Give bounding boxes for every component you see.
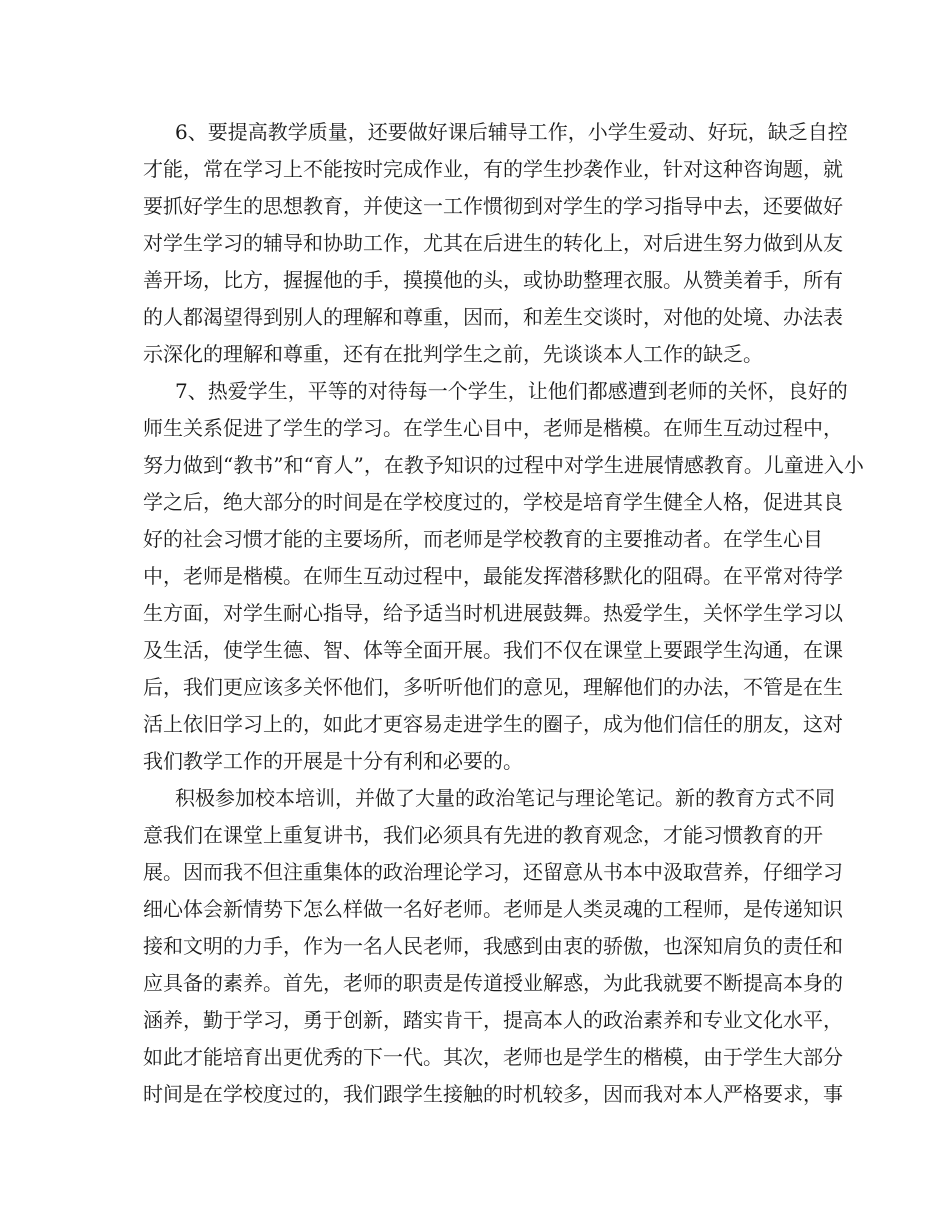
text-line: 细心体会新情势下怎么样做一名好老师。老师是人类灵魂的工程师，是传递知识: [143, 897, 843, 921]
text-line: 积极参加校本培训，并做了大量的政治笔记与理论笔记。新的教育方式不同: [175, 786, 835, 810]
text-line: 7、热爱学生，平等的对待每一个学生，让他们都感遭到老师的关怀，良好的: [175, 379, 848, 403]
text-line: 好的社会习惯才能的主要场所，而老师是学校教育的主要推动者。在学生心目: [143, 527, 823, 551]
paragraph-6: [143, 114, 848, 373]
paragraph-7: [143, 373, 864, 780]
text-line: 接和文明的力手，作为一名人民老师，我感到由衷的骄傲，也深知肩负的责任和: [143, 934, 843, 958]
text-line: 展。因而我不但注重集体的政治理论学习，还留意从书本中汲取营养，仔细学习: [143, 860, 843, 884]
text-line: 活上依旧学习上的，如此才更容易走进学生的圈子，成为他们信任的朋友，这对: [143, 712, 843, 736]
text-line: 善开场，比方，握握他的手，摸摸他的头，或协助整理衣服。从赞美着手，所有: [143, 268, 843, 292]
text-line: 我们教学工作的开展是十分有利和必要的。: [143, 749, 523, 773]
text-line: 应具备的素养。首先，老师的职责是传道授业解惑，为此我就要不断提高本身的: [143, 971, 843, 995]
text-line: 如此才能培育出更优秀的下一代。其次，老师也是学生的楷模，由于学生大部分: [143, 1045, 843, 1069]
text-line: 意我们在课堂上重复讲书，我们必须具有先进的教育观念，才能习惯教育的开: [143, 823, 823, 847]
text-line: 生方面，对学生耐心指导，给予适当时机进展鼓舞。热爱学生，关怀学生学习以: [143, 601, 843, 625]
text-line: 的人都渴望得到别人的理解和尊重，因而，和差生交谈时，对他的处境、办法表: [143, 305, 843, 329]
text-line: 及生活，使学生德、智、体等全面开展。我们不仅在课堂上要跟学生沟通，在课: [143, 638, 843, 662]
text-line: 努力做到“教书”和“育人”，在教予知识的过程中对学生进展情感教育。儿童进入小: [143, 453, 864, 477]
text-line: 中，老师是楷模。在师生互动过程中，最能发挥潜移默化的阻碍。在平常对待学: [143, 564, 843, 588]
text-line: 涵养，勤于学习，勇于创新，踏实肯干，提高本人的政治素养和专业文化水平，: [143, 1008, 843, 1032]
text-line: 师生关系促进了学生的学习。在学生心目中，老师是楷模。在师生互动过程中，: [143, 416, 843, 440]
text-line: 对学生学习的辅导和协助工作，尤其在后进生的转化上，对后进生努力做到从友: [143, 231, 843, 255]
text-line: 6、要提高教学质量，还要做好课后辅导工作，小学生爱动、好玩，缺乏自控: [175, 120, 848, 144]
text-line: 要抓好学生的思想教育，并使这一工作惯彻到对学生的学习指导中去，还要做好: [143, 194, 843, 218]
text-line: 学之后，绝大部分的时间是在学校度过的，学校是培育学生健全人格，促进其良: [143, 490, 843, 514]
body-text: [143, 114, 864, 1113]
text-line: 时间是在学校度过的，我们跟学生接触的时机较多，因而我对本人严格要求，事: [143, 1082, 843, 1106]
text-line: 才能，常在学习上不能按时完成作业，有的学生抄袭作业，针对这种咨询题，就: [143, 157, 843, 181]
text-line: 示深化的理解和尊重，还有在批判学生之前，先谈谈本人工作的缺乏。: [143, 342, 763, 366]
paragraph-training: [143, 780, 843, 1113]
text-line: 后，我们更应该多关怀他们，多听听他们的意见，理解他们的办法，不管是在生: [143, 675, 843, 699]
